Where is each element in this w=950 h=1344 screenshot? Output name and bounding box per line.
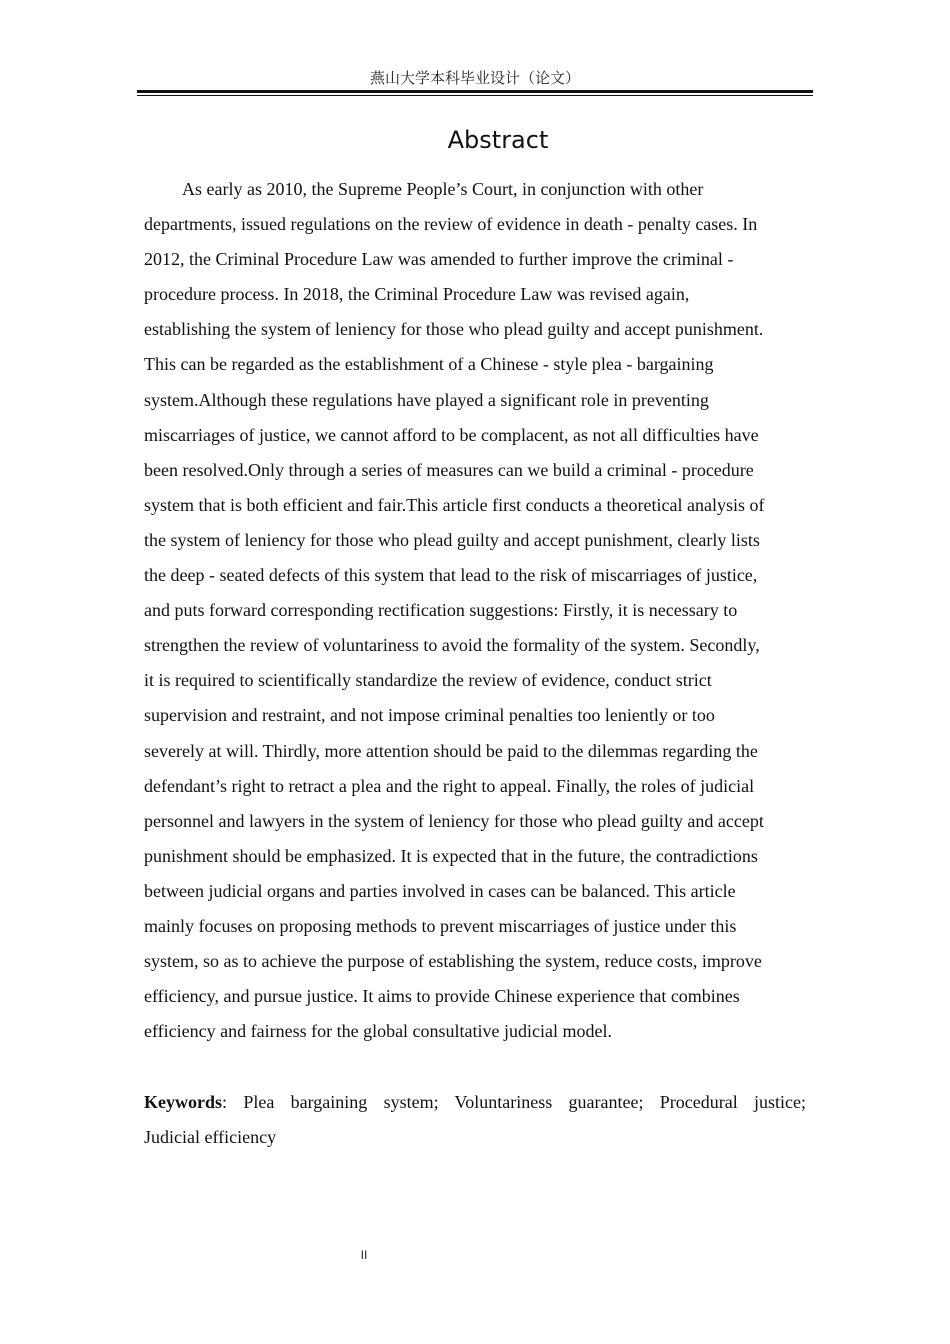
keywords-separator: : — [222, 1092, 228, 1112]
abstract-line: severely at will. Thirdly, more attention should be paid to the dilemmas regarding the — [144, 740, 758, 761]
abstract-line: system that is both efficient and fair.This article first conducts a theoretical analysis of — [144, 494, 765, 515]
page-title: Abstract — [447, 126, 549, 154]
abstract-line: the deep - seated defects of this system that lead to the risk of miscarriages of justice, — [144, 565, 758, 586]
abstract-line: defendant’s right to retract a plea and the right to appeal. Finally, the roles of judicial — [144, 775, 755, 796]
abstract-line: been resolved.Only through a series of measures can we build a criminal - procedure — [144, 459, 754, 480]
abstract-line: 2012, the Criminal Procedure Law was amended to further improve the criminal - — [144, 249, 734, 270]
abstract-line: miscarriages of justice, we cannot afford to be complacent, as not all difficulties have — [144, 424, 759, 445]
abstract-line: system, so as to achieve the purpose of establishing the system, reduce costs, improve — [144, 951, 762, 972]
abstract-line: This can be regarded as the establishment of a Chinese - style plea - bargaining — [144, 354, 714, 375]
keywords-list-part-1: Plea bargaining system; Voluntariness guarantee; Procedural justice; — [243, 1092, 807, 1112]
abstract-body — [144, 172, 808, 1049]
abstract-line: efficiency and fairness for the global consultative judicial model. — [144, 1021, 613, 1042]
abstract-line: and puts forward corresponding rectification suggestions: Firstly, it is necessary to — [144, 600, 738, 621]
keywords-list-part-2: Judicial efficiency — [144, 1127, 277, 1148]
keywords-line-1 — [144, 1085, 806, 1120]
header-rule-thick — [137, 90, 813, 93]
keywords-section — [144, 1085, 806, 1155]
abstract-line: it is required to scientifically standardize the review of evidence, conduct strict — [144, 670, 712, 691]
page-number: II — [360, 1248, 368, 1262]
abstract-line: As early as 2010, the Supreme People’s Court, in conjunction with other — [182, 179, 704, 199]
abstract-line: the system of leniency for those who plead guilty and accept punishment, clearly lists — [144, 529, 760, 550]
abstract-line: strengthen the review of voluntariness to avoid the formality of the system. Secondly, — [144, 635, 760, 656]
abstract-line: punishment should be emphasized. It is expected that in the future, the contradictions — [144, 845, 758, 866]
abstract-line: personnel and lawyers in the system of leniency for those who plead guilty and accept — [144, 810, 764, 831]
abstract-line: mainly focuses on proposing methods to prevent miscarriages of justice under this — [144, 915, 737, 936]
abstract-line: procedure process. In 2018, the Criminal Procedure Law was revised again, — [144, 284, 690, 305]
running-header: 燕山大学本科毕业设计（论文） — [369, 69, 580, 87]
header-rule-thin — [137, 95, 813, 96]
abstract-line: establishing the system of leniency for those who plead guilty and accept punishment. — [144, 319, 764, 340]
abstract-line: between judicial organs and parties involved in cases can be balanced. This article — [144, 880, 736, 901]
keywords-label: Keywords — [144, 1092, 222, 1112]
abstract-line: system.Although these regulations have played a significant role in preventing — [144, 389, 709, 410]
abstract-line: departments, issued regulations on the review of evidence in death - penalty cases. In — [144, 214, 758, 235]
abstract-line: efficiency, and pursue justice. It aims to provide Chinese experience that combines — [144, 986, 740, 1007]
abstract-line: supervision and restraint, and not impose criminal penalties too leniently or too — [144, 705, 715, 726]
